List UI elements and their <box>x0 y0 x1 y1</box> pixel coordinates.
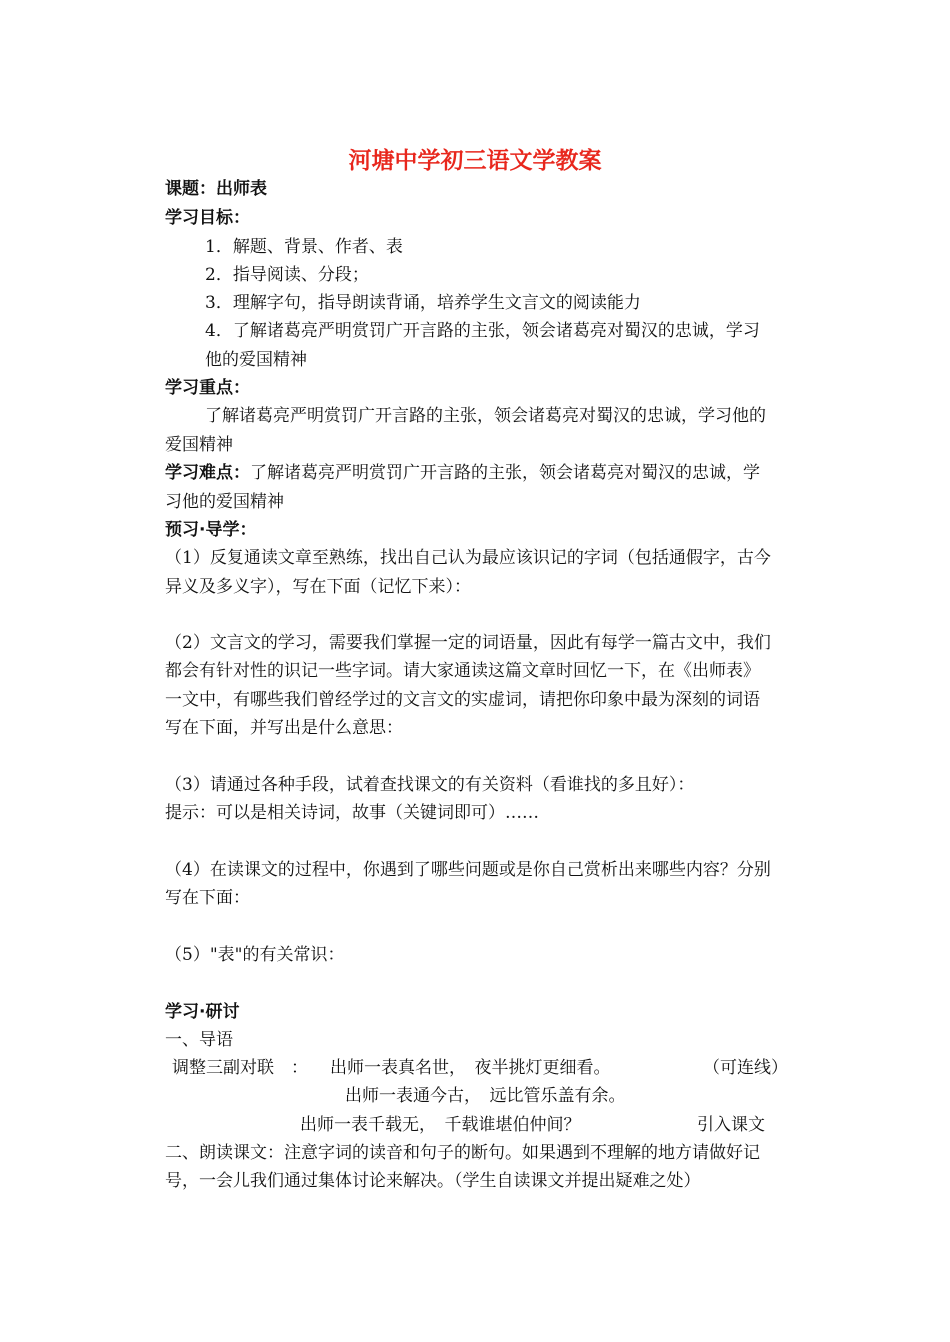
preview-item: 写在下面，并写出是什么意思： <box>165 718 403 738</box>
goal-item: 4．了解诸葛亮严明赏罚广开言路的主张，领会诸葛亮对蜀汉的忠诚，学习 <box>205 321 760 341</box>
preview-item: 写在下面： <box>165 888 250 908</box>
couplet-line: 出师一表真名世， 夜半挑灯更细看。 <box>330 1058 611 1078</box>
preview-item: （5）"表"的有关常识： <box>165 945 345 965</box>
goal-item-continued: 他的爱国精神 <box>205 350 307 370</box>
preview-item: （1）反复通读文章至熟练，找出自己认为最应该识记的字词（包括通假字，古今 <box>165 548 771 568</box>
preview-item: 都会有针对性的识记一些字词。请大家通读这篇文章时回忆一下，在《出师表》 <box>165 661 760 681</box>
difficulty-line <box>165 462 760 484</box>
key-text: 了解诸葛亮严明赏罚广开言路的主张，领会诸葛亮对蜀汉的忠诚，学习他的 <box>205 406 766 426</box>
goal-item: 3．理解字句，指导朗读背诵，培养学生文言文的阅读能力 <box>205 293 641 313</box>
lesson-label: 课题： <box>165 179 216 199</box>
difficulty-text: 了解诸葛亮严明赏罚广开言路的主张，领会诸葛亮对蜀汉的忠诚，学 <box>250 463 760 483</box>
preview-item: （2）文言文的学习，需要我们掌握一定的词语量，因此有每学一篇古文中，我们 <box>165 633 771 653</box>
couplet-line: 出师一表通今古， 远比管乐盖有余。 <box>345 1086 626 1106</box>
lesson-line <box>165 178 267 200</box>
difficulty-label: 学习难点： <box>165 463 250 483</box>
goals-heading: 学习目标： <box>165 208 250 228</box>
goal-item: 1．解题、背景、作者、表 <box>205 237 403 257</box>
preview-item: 一文中，有哪些我们曾经学过的文言文的实虚词，请把你印象中最为深刻的词语 <box>165 690 760 710</box>
intro-heading: 一、导语 <box>165 1030 233 1050</box>
key-text-continued: 爱国精神 <box>165 435 233 455</box>
couplet-label: 调整三副对联 ： <box>172 1058 308 1078</box>
document-title: 河塘中学初三语文学教案 <box>348 147 602 174</box>
preview-heading: 预习·导学： <box>165 520 257 540</box>
preview-hint: 提示：可以是相关诗词，故事（关键词即可）…… <box>165 803 539 823</box>
lesson-value: 出师表 <box>216 179 267 199</box>
goal-item: 2．指导阅读、分段； <box>205 265 369 285</box>
difficulty-text-continued: 习他的爱国精神 <box>165 492 284 512</box>
study-heading: 学习·研讨 <box>165 1002 240 1022</box>
preview-item: （4）在读课文的过程中，你遇到了哪些问题或是你自己赏析出来哪些内容？分别 <box>165 860 771 880</box>
preview-item: 异义及多义字），写在下面（记忆下来）： <box>165 577 471 597</box>
couplet-note: （可连线） <box>703 1058 788 1078</box>
key-heading: 学习重点： <box>165 378 250 398</box>
couplet-lead: 引入课文 <box>697 1115 765 1135</box>
reading-text-continued: 号，一会儿我们通过集体讨论来解决。（学生自读课文并提出疑难之处） <box>165 1171 701 1191</box>
preview-item: （3）请通过各种手段，试着查找课文的有关资料（看谁找的多且好）： <box>165 775 695 795</box>
reading-text: 二、朗读课文：注意字词的读音和句子的断句。如果遇到不理解的地方请做好记 <box>165 1143 760 1163</box>
couplet-line: 出师一表千载无， 千载谁堪伯仲间？ <box>300 1115 581 1135</box>
